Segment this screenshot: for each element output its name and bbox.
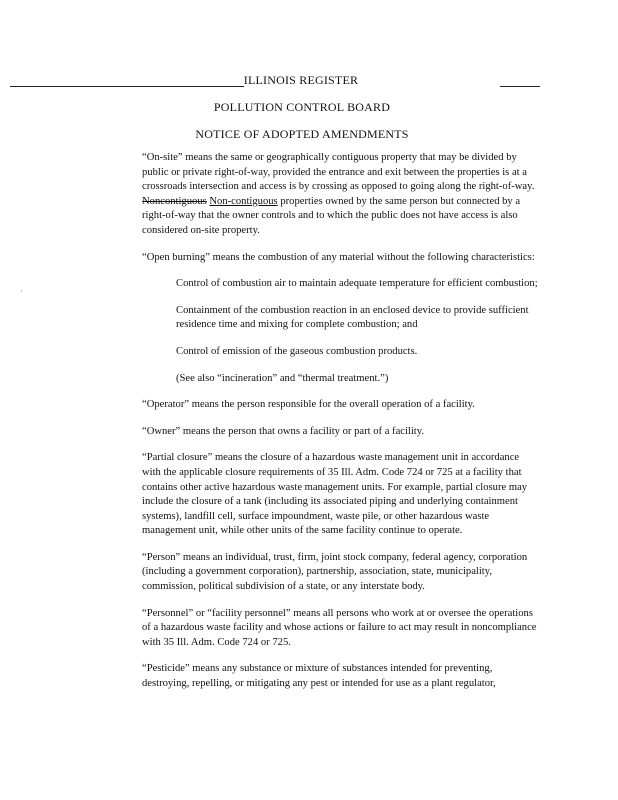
notice-title: NOTICE OF ADOPTED AMENDMENTS [195, 127, 409, 141]
open-burning-see-also: (See also “incineration” and “thermal treatment.”) [176, 372, 389, 384]
definition-owner: “Owner” means the person that owns a facility or part of a facility. [142, 425, 425, 437]
definition-pesticide: “Pesticide” means any substance or mixture of substances intended for preventing, destroying, repelling, or mitigating any pest or intended for use as a plant regulator, [142, 663, 496, 690]
definition-open-burning: “Open burning” means the combustion of any material without the following characteristics: [142, 251, 535, 263]
document-body [142, 151, 538, 704]
definition-operator: “Operator” means the person responsible for the overall operation of a facility. [142, 399, 475, 411]
on-site-text-cont: properties owned by the same person but connected by a right-of-way that the owner controls and to which the public does not have access is also considered on-site property. [142, 195, 521, 236]
definition-partial-closure: “Partial closure” means the closure of a hazardous waste management unit in accordance with the applicable closure requirements of 35 Ill. Adm. Code 724 or 725 at a facility that contains other active hazardous waste management units. For example, partial closure may include the closure of a tank (including its associated piping and underlying containment systems), landfill cell, surface impoundment, waste pile, or other hazardous waste management unit, while other units of the same facility continue to operate. [142, 452, 528, 537]
definition-person: “Person” means an individual, trust, firm, joint stock company, federal agency, corporation (including a government corporation), partnership, association, state, municipality, commission, political subdivision of a state, or any interstate body. [142, 551, 528, 593]
definition-on-site [142, 151, 538, 239]
board-title: POLLUTION CONTROL BOARD [213, 100, 391, 114]
open-burning-item-2: Containment of the combustion reaction in an enclosed device to provide sufficient residence time and mixing for complete combustion; and [176, 304, 529, 331]
definition-personnel: “Personnel” or “facility personnel” means all persons who work at or oversee the operations of a hazardous waste facility and whose actions or failure to act may result in noncompliance with 35 Ill. Adm. Code 724 or 725. [142, 607, 537, 648]
inserted-text: Non-contiguous [209, 195, 278, 207]
on-site-text: “On-site” means the same or geographically contiguous property that may be divided by public or private right-of-way, provided the entrance and exit between the properties is at a crossroads intersection and access is by crossing as opposed to going along the right-of-way. [142, 152, 535, 193]
open-burning-item-3: Control of emission of the gaseous combustion products. [176, 345, 418, 357]
register-title: ILLINOIS REGISTER [243, 73, 359, 87]
struck-text: Noncontiguous [142, 195, 207, 207]
margin-mark: · [20, 287, 23, 296]
open-burning-item-1: Control of combustion air to maintain adequate temperature for efficient combustion; [176, 278, 538, 290]
